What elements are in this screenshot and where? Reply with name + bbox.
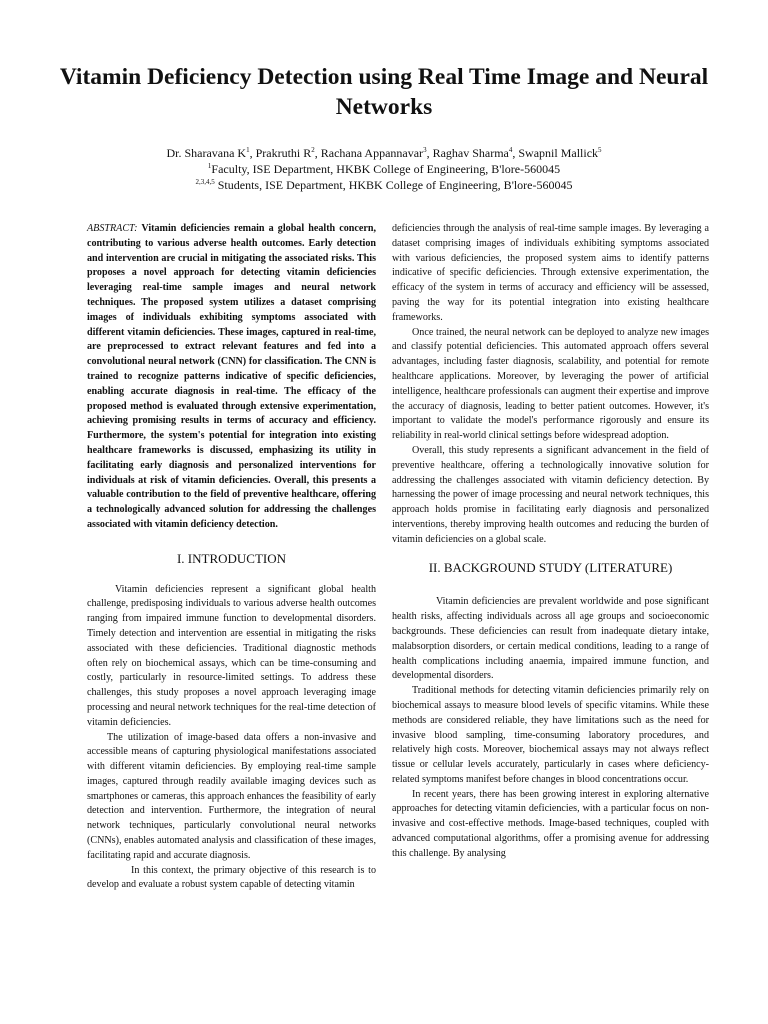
affiliation-students: $^{2,3,4,5}$ Students, ISE Department, HKBK College of Engineering, B'lore-560045 [195, 178, 573, 192]
background-heading: II. BACKGROUND STUDY (LITERATURE) [428, 559, 673, 575]
right-paragraph-2: Once trained, the neural network can be deployed to analyze new images and classify potential deficiencies. This automated approach offers several advantages, including faster diagnosis, scalability, and potential for remote healthcare applications. Moreover, by leveraging the power of artificial intelligence, healthcare professionals can augment their expertise and improve the accuracy of diagnosis, leading to better patient outcomes. However, it's important to validate the model's performance rigorously and ensure its reliability in real-world clinical settings before widespread adoption. [392, 326, 709, 442]
author-5: Swapnil Mallick$^5$ [518, 146, 602, 160]
author-3: Rachana Appannavar$^3$, [320, 146, 433, 160]
introduction-paragraph-3: In this context, the primary objective of this research is to develop and evaluate a robust system capable of detecting vitamin [87, 864, 376, 891]
abstract-text: Vitamin deficiencies remain a global health concern, contributing to various adverse health outcomes. Early detection and intervention are crucial in mitigating the associated risks. This proposes a novel approach for detecting vitamin deficiencies leveraging real-time sample images and neural network techniques. The proposed system utilizes a dataset comprising images of individuals exhibiting symptoms associated with different vitamin deficiencies. These images, captured in real-time, are preprocessed to extract relevant features and fed into a convolutional neural network (CNN) for classification. The CNN is trained to recognize patterns indicative of specific deficiencies, enabling accurate diagnosis in real-time. The efficacy of the proposed method is evaluated through extensive experimentation, achieving promising results in terms of accuracy and efficiency. Furthermore, the system's potential for integration into existing healthcare frameworks is discussed, emphasizing its utility in facilitating early diagnosis and personalized interventions for individuals at risk of vitamin deficiencies. Overall, this presents a valuable contribution to the field of preventive healthcare, offering a technologically advanced solution for addressing the challenges associated with vitamin deficiency detection. [87, 223, 376, 530]
author-1: Dr. Sharavana $K^1$, [166, 146, 256, 160]
right-paragraph-1: deficiencies through the analysis of real-time sample images. By leveraging a dataset comprising images of individuals exhibiting symptoms associated with various deficiencies, the proposed system aims to identify patterns indicative of specific deficiencies. Through extensive experimentation, the efficacy of the system in terms of accuracy and efficiency will be assessed, paving the way for its potential integration into existing healthcare frameworks. [392, 223, 709, 323]
affiliation-faculty: $^1$Faculty, ISE Department, HKBK College of Engineering, B'lore-560045 [207, 162, 561, 176]
introduction-paragraph-2: The utilization of image-based data offers a non-invasive and accessible means of capturing physiological manifestations associated with different vitamin deficiencies. By employing real-time sample images, captured through readily available imaging devices such as smartphones or cameras, this approach enhances the feasibility of early detection and intervention. Furthermore, the integration of neural network techniques, particularly convolutional neural networks (CNNs), enables automated analysis and classification of these images, facilitating rapid and accurate diagnosis. [87, 731, 376, 861]
background-paragraph-3: In recent years, there has been growing interest in exploring alternative approaches for detecting vitamin deficiencies, with a particular focus on non-invasive and cost-effective methods. Image-based techniques, coupled with advanced computational algorithms, offer a promising avenue for addressing this challenge. By analysing [392, 788, 709, 859]
abstract-label: ABSTRACT: [87, 223, 138, 234]
background-paragraph-1: Vitamin deficiencies are prevalent worldwide and pose significant health risks, affecting individuals across all age groups and socioeconomic backgrounds. These deficiencies can result from inadequate dietary intake, malabsorption disorders, or certain medical conditions, leading to a range of health complications including anaemia, impaired immune function, and developmental disorders. [392, 596, 709, 682]
introduction-paragraph-1: Vitamin deficiencies represent a significant global health challenge, predisposing individuals to various adverse health outcomes ranging from impaired immune function to developmental disorders. Timely detection and intervention are essential in mitigating the risks associated with these deficiencies. Traditional diagnostic methods often rely on biochemical assays, which can be time-consuming and costly, particularly in resource-limited settings. To address these challenges, this study proposes a novel approach leveraging image processing and neural network techniques for the real-time detection of vitamin deficiencies. [87, 583, 376, 728]
right-paragraph-3: Overall, this study represents a significant advancement in the field of preventive healthcare, offering a technologically innovative solution for addressing the challenges associated with vitamin deficiency detection. By harnessing the power of image processing and neural network techniques, this approach holds promise in facilitating early diagnosis and personalized interventions, thereby improving health outcomes and reducing the burden of vitamin deficiencies on a global scale. [392, 444, 709, 545]
introduction-heading: I. INTRODUCTION [176, 550, 287, 566]
background-paragraph-2: Traditional methods for detecting vitamin deficiencies primarily rely on biochemical assays to measure blood levels of specific vitamins. While these methods are considered reliable, they have limitations such as the need for invasive blood sampling, time-consuming laboratory procedures, and relatively high costs. Moreover, biochemical assays may not always reflect tissue or cellular levels accurately, particularly in cases where deficiency-related symptoms manifest before changes in blood concentrations occur. [392, 685, 709, 785]
left-column [87, 222, 376, 893]
paper-title: Vitamin Deficiency Detection using Real Time Image and Neural Networks [59, 64, 709, 120]
author-names [40, 145, 728, 161]
author-4: Raghav Sharma$^4$, [432, 146, 519, 160]
author-block [40, 145, 728, 193]
author-2: Prakruthi $R^2$, [255, 146, 321, 160]
abstract [87, 222, 376, 533]
right-column [392, 222, 709, 862]
